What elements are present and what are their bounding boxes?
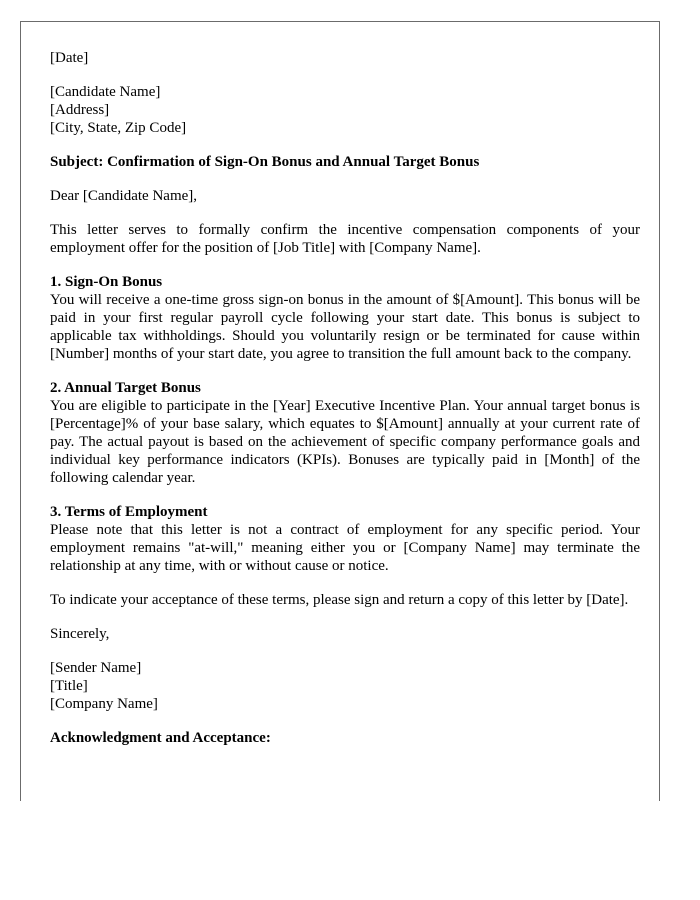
recipient-block — [50, 83, 640, 137]
letter-salutation: Dear [Candidate Name], — [50, 188, 198, 204]
recipient-name: [Candidate Name] — [50, 84, 161, 100]
recipient-city-state-zip: [City, State, Zip Code] — [50, 120, 187, 136]
letter-closing: Sincerely, — [50, 626, 110, 642]
section-body: You will receive a one-time gross sign-on bonus in the amount of $[Amount]. This bonus will be paid in your first regular payroll cycle following your start date. This bonus is subject to applicable tax withholdings. Should you voluntarily resign or be terminated for cause within [Number] months of your start date, you agree to transition the full amount back to the company. — [50, 292, 640, 362]
section-heading: 3. Terms of Employment — [50, 504, 208, 520]
sender-company: [Company Name] — [50, 696, 158, 712]
section-body: Please note that this letter is not a contract of employment for any specific period. Your employment remains "at-will," meaning either you or [Company Name] may terminate the relationship at any time, with or without cause or notice. — [50, 522, 640, 574]
section-terms-of-employment — [50, 503, 640, 575]
sender-name: [Sender Name] — [50, 660, 142, 676]
section-heading: 1. Sign-On Bonus — [50, 274, 163, 290]
section-sign-on-bonus — [50, 273, 640, 363]
letter-content — [50, 49, 640, 763]
section-heading: 2. Annual Target Bonus — [50, 380, 201, 396]
letter-intro: This letter serves to formally confirm the incentive compensation components of your employment offer for the position of [Job Title] with [Company Name]. — [50, 222, 640, 256]
letter-subject: Subject: Confirmation of Sign-On Bonus and Annual Target Bonus — [50, 154, 480, 170]
sender-title: [Title] — [50, 678, 88, 694]
recipient-address: [Address] — [50, 102, 110, 118]
section-body: You are eligible to participate in the [Year] Executive Incentive Plan. Your annual target bonus is [Percentage]% of your base salary, which equates to $[Amount] annually at your current rate of pay. The actual payout is based on the achievement of specific company performance goals and individual key performance indicators (KPIs). Bonuses are typically paid in [Month] of the following calendar year. — [50, 398, 640, 486]
closing-instruction: To indicate your acceptance of these terms, please sign and return a copy of this letter by [Date]. — [50, 592, 629, 608]
letter-date: [Date] — [50, 50, 89, 66]
letter-page — [20, 21, 660, 801]
acknowledgment-heading: Acknowledgment and Acceptance: — [50, 730, 271, 746]
sender-block — [50, 659, 640, 713]
section-annual-target-bonus — [50, 379, 640, 487]
